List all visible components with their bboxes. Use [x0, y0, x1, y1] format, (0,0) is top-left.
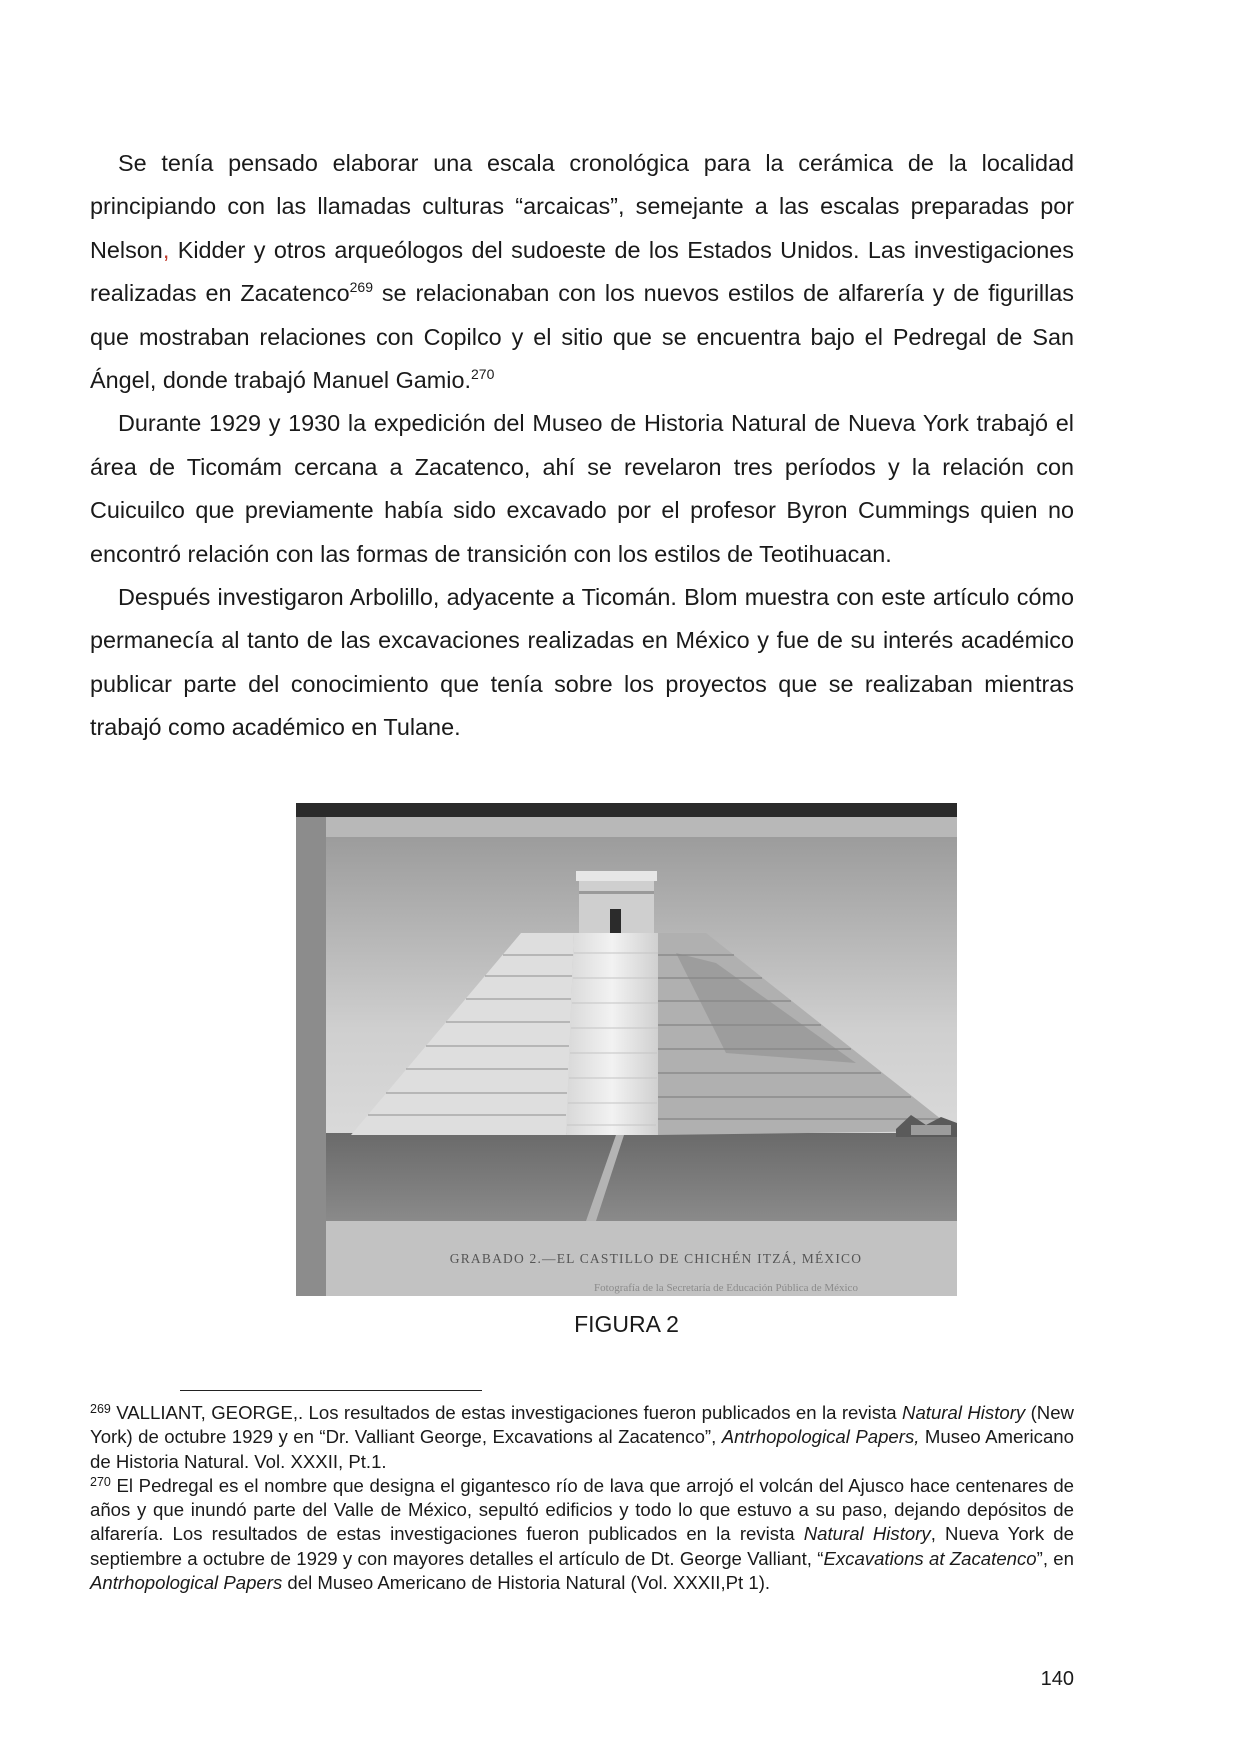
footnote-separator [180, 1390, 482, 1391]
red-comma: , [162, 236, 170, 263]
footnotes [90, 1401, 1074, 1595]
paragraph-3: Después investigaron Arbolillo, adyacente a Ticomán. Blom muestra con este artículo cómo permanecía al tanto de las excavaciones realizadas en México y fue de su interés académico publicar parte del conocimiento que tenía sobre los proyectos que se realizaban mientras trabajó como académico en Tulane. [90, 584, 1074, 741]
paragraph-1: Se tenía pensado elaborar una escala cronológica para la cerámica de la localidad principiando con las llamadas culturas “arcaicas”, semejante a las escalas preparadas por Nelson, Kidder y otros arqueólogos del sudoeste de los Estados Unidos. Las investigaciones realizadas en Zacatenco$^{269}$ se relacionaban con los nuevos estilos de alfarería y de figurillas que mostraban relaciones con Copilco y el sitio que se encuentra bajo el Pedregal de San Ángel, donde trabajó Manuel Gamio.$^{270}$ [90, 150, 1074, 394]
footnote-270: $^{270}$ El Pedregal es el nombre que designa el gigantesco río de lava que arrojó el volcán del Ajusco hace centenares de años y que inundó parte del Valle de México, sepultó edificios y todo lo que estuvo a su paso, dejando depósitos de alfarería. Los resultados de estas investigaciones fueron publicados en la revista Natural History, Nueva York de septiembre a octubre de 1929 y con mayores detalles el artículo de Dt. George Valliant, “Excavations at Zacatenco”, en Antrhopological Papers del Museo Americano de Historia Natural (Vol. XXXII,Pt 1). [90, 1474, 1074, 1594]
photo-caption: GRABADO 2.—EL CASTILLO DE CHICHÉN ITZÁ, MÉXICO [449, 1251, 863, 1266]
pyramid-photo [296, 803, 957, 1296]
footnote-269: $^{269}$ VALLIANT, GEORGE,. Los resultados de estas investigaciones fueron publicados en la revista Natural History (New York) de octubre 1929 y en “Dr. Valliant George, Excavations al Zacatenco”, Antrhopological Papers, Museo Americano de Historia Natural. Vol. XXXII, Pt.1. [90, 1402, 1074, 1472]
photo-scene [326, 837, 957, 1221]
page-number: 140 [1040, 1668, 1074, 1690]
photo-caption-credit: Fotografía de la Secretaría de Educación Pública de México [594, 1282, 858, 1294]
footnote-ref-269[interactable]: 269 [349, 279, 373, 296]
figure-label: FIGURA 2 [574, 1311, 679, 1337]
footnote-ref-270[interactable]: 270 [471, 366, 495, 383]
body-text [90, 142, 1074, 750]
paragraph-2: Durante 1929 y 1930 la expedición del Museo de Historia Natural de Nueva York trabajó el área de Ticomám cercana a Zacatenco, ahí se revelaron tres períodos y la relación con Cuicuilco que previamente había sido excavado por el profesor Byron Cummings quien no encontró relación con las formas de transición con los estilos de Teotihuacan. [90, 410, 1074, 567]
